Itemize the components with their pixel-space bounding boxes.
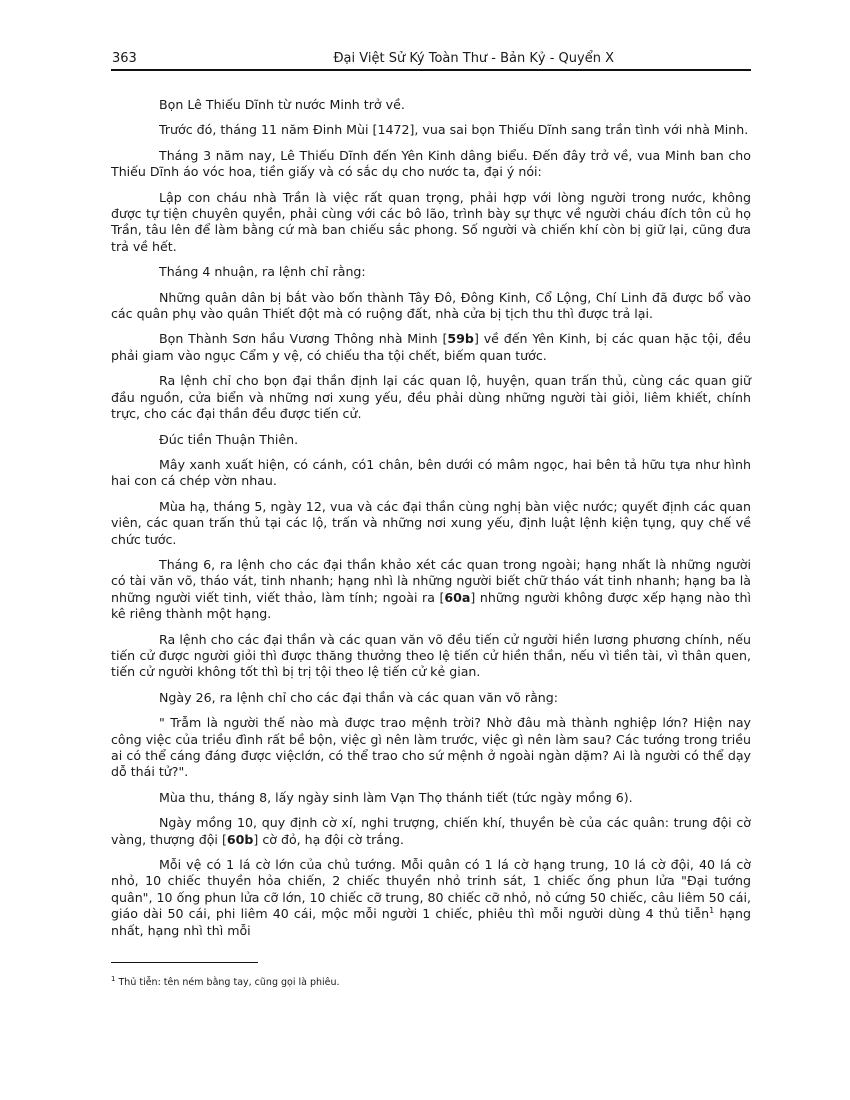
running-title: Đại Việt Sử Ký Toàn Thư - Bản Kỷ - Quyển X bbox=[333, 51, 614, 66]
paragraph-text: Ngày 26, ra lệnh chỉ cho các đại thần và các quan văn võ rằng: bbox=[159, 689, 559, 705]
paragraph bbox=[111, 790, 751, 806]
page-header bbox=[111, 50, 751, 70]
page-number: 363 bbox=[112, 51, 137, 66]
paragraph-text: Mùa hạ, tháng 5, ngày 12, vua và các đại thần cùng nghị bàn việc nước; quyết định các quan viên, các quan trấn thủ tại các lộ, trấn và những nơi xung yếu, định luật lệnh kiện tụng, quy chế về chức tước. bbox=[111, 498, 751, 547]
folio-marker: 60b bbox=[226, 831, 254, 847]
paragraph bbox=[111, 148, 751, 181]
paragraph bbox=[111, 815, 751, 848]
paragraph-text: Ngày mồng 10, quy định cờ xí, nghi trượng, chiến khí, thuyền bè của các quân: trung đội cờ vàng, thượng đội [ bbox=[111, 815, 751, 847]
paragraph bbox=[111, 715, 751, 781]
paragraph bbox=[111, 190, 751, 256]
folio-marker: 59b bbox=[447, 331, 474, 347]
footnote-marker: 1 bbox=[111, 974, 116, 983]
paragraph bbox=[111, 499, 751, 548]
paragraph bbox=[111, 432, 751, 448]
paragraph bbox=[111, 122, 751, 138]
footnote-reference[interactable]: 1 bbox=[709, 906, 715, 916]
paragraph-text: Tháng 4 nhuận, ra lệnh chỉ rằng: bbox=[159, 264, 366, 280]
paragraph-text: Mây xanh xuất hiện, có cánh, có1 chân, bên dưới có mâm ngọc, hai bên tả hữu tựa như hình hai con cá chép vờn nhau. bbox=[111, 456, 751, 489]
paragraph-text: Mỗi vệ có 1 lá cờ lớn của chủ tướng. Mỗi quân có 1 lá cờ hạng trung, 10 lá cờ đội, 40 lá cờ nhỏ, 10 chiếc thuyền hỏa chiến, 2 chiếc thuyền nhỏ trinh sát, 1 chiếc ống phun lửa "Đại tướng quân", 10 ống phun lửa cỡ lớn, 10 chiếc cỡ trung, 80 chiếc cỡ nhỏ, nỏ cứng 50 chiếc, câu liêm 50 cái, giáo dài 50 cái, phi liêm 40 cái, mộc mỗi người 1 chiếc, phiêu thì mỗi người dùng 4 thủ tiễn bbox=[111, 857, 751, 922]
paragraph bbox=[111, 373, 751, 422]
paragraph-text: Đúc tiền Thuận Thiên. bbox=[159, 431, 299, 447]
paragraph bbox=[111, 457, 751, 490]
paragraph-text: Bọn Thành Sơn hầu Vương Thông nhà Minh [ bbox=[159, 331, 448, 347]
paragraph-text: Những quân dân bị bắt vào bốn thành Tây Đô, Đông Kinh, Cổ Lộng, Chí Linh đã được bổ vào các quân phụ vào quân Thiết đột mà có ruộng đất, nhà cửa bị tịch thu thì được trả lại. bbox=[111, 289, 751, 322]
paragraph bbox=[111, 97, 751, 113]
footnote bbox=[111, 974, 751, 989]
paragraph-text: Ra lệnh chỉ cho bọn đại thần định lại các quan lộ, huyện, quan trấn thủ, cùng các quan giữ đầu nguồn, cửa biển và những nơi xung yếu, đều phải dùng những người tài giỏi, liêm khiết, chính trực, cho các đại thần đều được tiến cử. bbox=[111, 373, 751, 422]
footnote-text: Thủ tiễn: tên ném bằng tay, cũng gọi là phiêu. bbox=[115, 977, 340, 988]
paragraph-text: Bọn Lê Thiếu Dĩnh từ nước Minh trở về. bbox=[159, 97, 405, 112]
paragraph-text: ] cờ đỏ, hạ đội cờ trắng. bbox=[253, 831, 405, 847]
paragraph bbox=[111, 331, 751, 364]
paragraph bbox=[111, 264, 751, 280]
body-text bbox=[111, 97, 751, 948]
paragraph-text: Tháng 6, ra lệnh cho các đại thần khảo xét các quan trong ngoài; hạng nhất là những người có tài văn võ, tháo vát, tinh nhanh; hạng nhì là những người biết chữ tháo vát tinh nhanh; hạng ba là những người viết tinh, viết thảo, làm tính; ngoài ra [ bbox=[111, 556, 751, 605]
paragraph-text: Ra lệnh cho các đại thần và các quan văn võ đều tiến cử người hiền lương phương chính, nếu tiến cử được người giỏi thì được thăng thưởng theo lệ tiến cử hiền thần, nếu vì tiền tài, vì thân quen, tiến cử người không tốt thì bị trị tội theo lệ tiến cử kẻ gian. bbox=[111, 631, 751, 680]
paragraph bbox=[111, 557, 751, 623]
paragraph-text: hạng nhất, hạng nhì thì mỗi bbox=[111, 906, 751, 938]
paragraph-text: ] những người không được xếp hạng nào thì kê riêng thành một hạng. bbox=[111, 589, 751, 622]
paragraph-text: Mùa thu, tháng 8, lấy ngày sinh làm Vạn Thọ thánh tiết (tức ngày mồng 6). bbox=[159, 789, 633, 805]
paragraph-text: Lập con cháu nhà Trần là việc rất quan trọng, phải hợp với lòng người trong nước, không được tự tiện chuyên quyền, phải cùng với các bô lão, trình bày sự thực về người cháu đích tôn củ họ Trần, tâu lên để làm bằng cứ mà ban chiếu sắc phong. Số người và chiến khí còn bị giữ lại, cũng đưa trả về hết. bbox=[111, 189, 751, 254]
paragraph bbox=[111, 290, 751, 323]
paragraph-text: " Trẫm là người thế nào mà được trao mệnh trời? Nhờ đâu mà thành nghiệp lớn? Hiện nay công việc của triều đình rất bề bộn, việc gì nên làm trước, việc gì nên làm sau? Các tướng trong triều ai có thể cáng đáng được việclớn, có thể trao cho sứ mệnh ở ngoài ngàn dặm? Ai là người có thể dạy dỗ thái tử?". bbox=[111, 715, 751, 780]
paragraph bbox=[111, 690, 751, 706]
paragraph-text: Tháng 3 năm nay, Lê Thiếu Dĩnh đến Yên Kinh dâng biểu. Đến đây trở về, vua Minh ban cho Thiếu Dĩnh áo vóc hoa, tiền giấy và có sắc dụ cho nước ta, đại ý nói: bbox=[111, 147, 751, 180]
paragraph bbox=[111, 857, 751, 939]
header-rule bbox=[111, 69, 751, 71]
footnote-rule bbox=[111, 962, 258, 963]
paragraph-text: Trước đó, tháng 11 năm Đinh Mùi [1472], vua sai bọn Thiếu Dĩnh sang trần tình với nhà Minh. bbox=[159, 122, 749, 138]
paragraph-text: ] về đến Yên Kinh, bị các quan hặc tội, đều phải giam vào ngục Cẩm y vệ, có chiếu tha tội chết, biếm quan tước. bbox=[111, 331, 751, 363]
paragraph bbox=[111, 632, 751, 681]
folio-marker: 60a bbox=[444, 589, 471, 605]
